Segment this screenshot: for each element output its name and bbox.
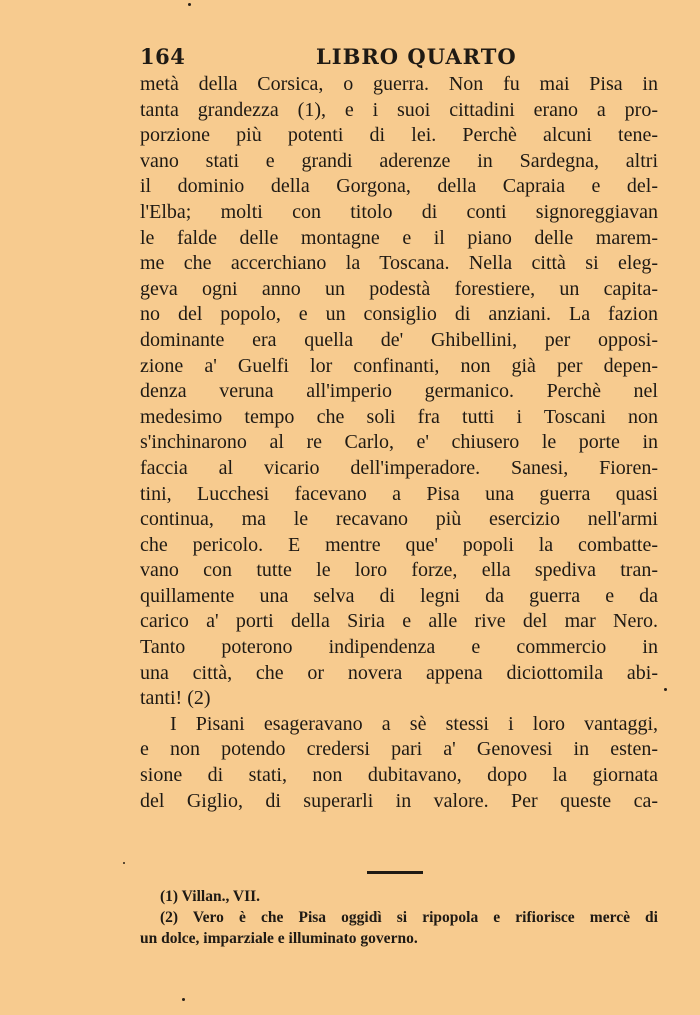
text-line: medesimo tempo che soli fra tutti i Toscani non (140, 405, 658, 428)
text-line: tini, Lucchesi facevano a Pisa una guerra quasi (140, 482, 658, 505)
text-line: quillamente una selva di legni da guerra e da (140, 584, 658, 607)
text-line: tanta grandezza (1), e i suoi cittadini erano a pro- (140, 98, 658, 121)
text-line: il dominio della Gorgona, della Capraia e del- (140, 175, 658, 198)
text-line: vano con tutte le loro forze, ella spediva tran- (140, 559, 658, 582)
print-speck (123, 862, 125, 864)
text-line: denza veruna all'imperio germanico. Perchè nel (140, 380, 658, 403)
text-line: faccia al vicario dell'imperadore. Sanesi, Fioren- (140, 456, 658, 479)
text-line: dominante era quella de' Ghibellini, per opposi- (140, 328, 658, 351)
footnote-2: (2) Vero è che Pisa oggidì si ripopola e rifiorisce mercè di (160, 909, 658, 926)
footnotes (140, 886, 658, 949)
print-speck (188, 3, 191, 6)
text-line: vano stati e grandi aderenze in Sardegna, altri (140, 149, 658, 172)
text-line: del Giglio, di superarli in valore. Per queste ca- (140, 789, 658, 812)
text-line: e non potendo credersi pari a' Genovesi in esten- (140, 738, 658, 761)
print-speck (664, 688, 667, 691)
paragraph-first-line: I Pisani esageravano a sè stessi i loro vantaggi, (170, 712, 658, 735)
text-line: tanti! (2) (140, 687, 211, 710)
text-line: me che accerchiano la Toscana. Nella città si eleg- (140, 252, 658, 275)
text-line: carico a' porti della Siria e alle rive del mar Nero. (140, 610, 658, 633)
page-header (140, 44, 658, 72)
text-line: le falde delle montagne e il piano delle marem- (140, 226, 658, 249)
footnote-2-continuation: un dolce, imparziale e illuminato governo. (140, 930, 418, 947)
text-line: s'inchinarono al re Carlo, e' chiusero le porte in (140, 431, 658, 454)
text-line: che pericolo. E mentre que' popoli la combatte- (140, 533, 658, 556)
text-line: Tanto poterono indipendenza e commercio in (140, 636, 658, 659)
text-line: zione a' Guelfi lor confinanti, non già per depen- (140, 354, 658, 377)
text-line: no del popolo, e un consiglio di anziani. La fazion (140, 303, 658, 326)
text-line: metà della Corsica, o guerra. Non fu mai Pisa in (140, 73, 658, 95)
text-line: sione di stati, non dubitavano, dopo la giornata (140, 764, 658, 787)
running-title: LIBRO QUARTO (316, 44, 517, 69)
footnote-separator (367, 871, 423, 874)
print-speck (182, 998, 185, 1001)
text-line: continua, ma le recavano più esercizio nell'armi (140, 508, 658, 531)
footnote-1: (1) Villan., VII. (160, 888, 261, 905)
page-number: 164 (140, 44, 186, 69)
text-line: una città, che or novera appena diciottomila abi- (140, 661, 658, 684)
body-text (140, 72, 658, 814)
text-line: porzione più potenti di lei. Perchè alcuni tene- (140, 124, 658, 147)
text-line: l'Elba; molti con titolo di conti signoreggiavan (140, 200, 658, 223)
text-line: geva ogni anno un podestà forestiere, un capita- (140, 277, 658, 300)
